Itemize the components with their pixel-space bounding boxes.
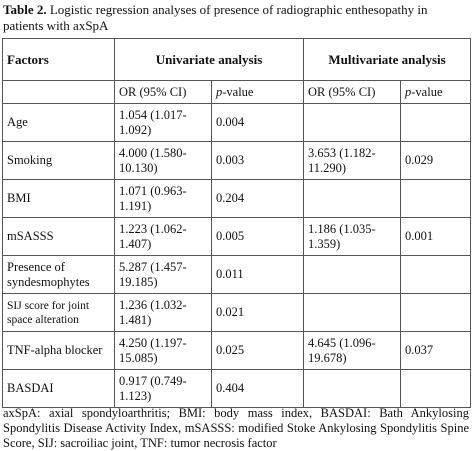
multi-or-cell [304, 180, 401, 218]
multi-p-cell: 0.001 [401, 218, 471, 256]
multi-or-cell: 3.653 (1.182-11.290) [304, 142, 401, 180]
uni-p-header [212, 81, 304, 104]
uni-or-cell: 1.054 (1.017-1.092) [115, 104, 212, 142]
table-row [3, 256, 471, 294]
uni-or-cell: 5.287 (1.457-19.185) [115, 256, 212, 294]
multi-or-header: OR (95% CI) [304, 81, 401, 104]
uni-p-cell: 0.204 [212, 180, 304, 218]
uni-p-cell: 0.003 [212, 142, 304, 180]
table-row [3, 218, 471, 256]
table-caption [3, 2, 469, 34]
multi-or-cell [304, 256, 401, 294]
factor-cell: mSASSS [3, 218, 115, 256]
table-footnote: axSpA: axial spondyloarthritis; BMI: body mass index, BASDAI: Bath Ankylosing Spondylitis Disease Activity Index, mSASSS: modified Stoke Ankylosing Spondylitis Spine Score, SIJ: sacroiliac joint, TNF: tumor necrosis factor [3, 406, 469, 450]
multivariate-header: Multivariate analysis [304, 39, 471, 81]
uni-or-header: OR (95% CI) [115, 81, 212, 104]
multi-p-cell [401, 104, 471, 142]
uni-p-cell: 0.025 [212, 332, 304, 370]
multi-or-cell [304, 294, 401, 332]
factors-header: Factors [3, 39, 115, 81]
univariate-header: Univariate analysis [115, 39, 304, 81]
factor-cell: Age [3, 104, 115, 142]
table-title: Logistic regression analyses of presence of radiographic enthesopathy in patients with axSpA [3, 2, 428, 33]
p-italic: p [216, 84, 223, 99]
table-row [3, 370, 471, 408]
header-row-columns [3, 81, 471, 104]
p-italic: p [405, 84, 412, 99]
factor-cell: Presence of syndesmophytes [3, 256, 115, 294]
factor-cell: BMI [3, 180, 115, 218]
table-row [3, 294, 471, 332]
uni-or-cell: 4.250 (1.197-15.085) [115, 332, 212, 370]
multi-p-cell: 0.029 [401, 142, 471, 180]
factor-cell: Smoking [3, 142, 115, 180]
multi-p-cell [401, 370, 471, 408]
uni-p-cell: 0.005 [212, 218, 304, 256]
table-row [3, 332, 471, 370]
multi-p-cell [401, 294, 471, 332]
uni-or-cell: 4.000 (1.580-10.130) [115, 142, 212, 180]
table-row [3, 142, 471, 180]
regression-table [2, 38, 471, 408]
uni-or-cell: 1.071 (0.963-1.191) [115, 180, 212, 218]
p-suffix: -value [222, 84, 254, 99]
header-row-groups [3, 39, 471, 81]
multi-p-cell: 0.037 [401, 332, 471, 370]
uni-p-cell: 0.004 [212, 104, 304, 142]
multi-p-header [401, 81, 471, 104]
uni-or-cell: 0.917 (0.749-1.123) [115, 370, 212, 408]
multi-or-cell: 1.186 (1.035-1.359) [304, 218, 401, 256]
table-label: Table 2. [3, 2, 47, 17]
multi-or-cell [304, 104, 401, 142]
uni-or-cell: 1.223 (1.062-1.407) [115, 218, 212, 256]
table-row [3, 180, 471, 218]
multi-or-cell: 4.645 (1.096-19.678) [304, 332, 401, 370]
empty-header-cell [3, 81, 115, 104]
factor-cell: BASDAI [3, 370, 115, 408]
p-suffix: -value [411, 84, 443, 99]
uni-p-cell: 0.021 [212, 294, 304, 332]
uni-or-cell: 1.236 (1.032-1.481) [115, 294, 212, 332]
factor-cell: SIJ score for joint space alteration [3, 294, 115, 332]
uni-p-cell: 0.404 [212, 370, 304, 408]
table-row [3, 104, 471, 142]
multi-p-cell [401, 256, 471, 294]
multi-p-cell [401, 180, 471, 218]
multi-or-cell [304, 370, 401, 408]
uni-p-cell: 0.011 [212, 256, 304, 294]
factor-cell: TNF-alpha blocker [3, 332, 115, 370]
